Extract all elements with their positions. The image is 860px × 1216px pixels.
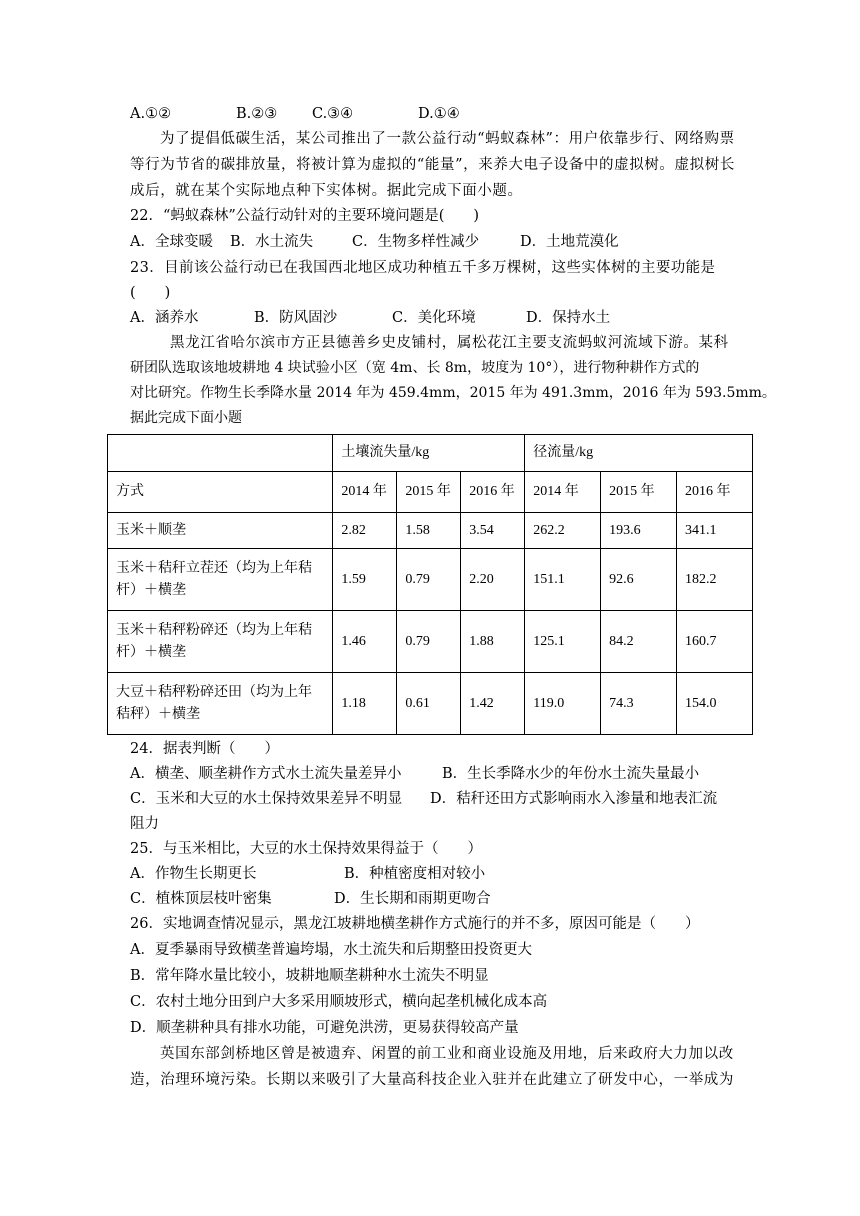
value-cell: 125.1 <box>525 611 601 673</box>
value-cell: 1.59 <box>333 549 397 611</box>
value-cell: 193.6 <box>601 513 677 549</box>
soil-loss-header: 土壤流失量/kg <box>333 435 525 472</box>
passage2-line: 对比研究。作物生长季降水量 2014 年为 459.4mm，2015 年为 491.3mm，2016 年为 593.5mm。 <box>130 385 776 401</box>
q22-option-c: C．生物多样性减少 <box>352 234 480 250</box>
method-text: 大豆＋秸秤粉碎还田（均为上年 <box>116 684 312 700</box>
value-cell: 1.18 <box>333 673 397 735</box>
method-cell <box>108 549 333 611</box>
q21-option-a: A.①② <box>130 106 172 122</box>
value-cell: 84.2 <box>601 611 677 673</box>
method-text: 玉米＋秸秤粉碎还（均为上年秸 <box>116 622 312 638</box>
value-cell: 0.79 <box>397 549 461 611</box>
value-cell: 0.79 <box>397 611 461 673</box>
passage2-line: 据此完成下面小题 <box>130 410 242 426</box>
method-cell <box>108 673 333 735</box>
year-header: 2015 年 <box>397 472 461 513</box>
q22-option-a: A．全球变暖 <box>130 234 213 250</box>
q26-option-a: A．夏季暴雨导致横垄普遍垮塌，水土流失和后期整田投资更大 <box>130 942 532 958</box>
value-cell: 1.46 <box>333 611 397 673</box>
value-cell: 182.2 <box>677 549 753 611</box>
q23-stem: 23．目前该公益行动已在我国西北地区成功种植五千多万棵树，这些实体树的主要功能是 <box>130 260 716 276</box>
passage1-line: 等行为节省的碳排放量，将被计算为虚拟的“能量”，来养大电子设备中的虚拟树。虚拟树长 <box>130 157 735 173</box>
q25-option-b: B．种植密度相对较小 <box>344 866 486 882</box>
value-cell: 1.88 <box>461 611 525 673</box>
table-row <box>108 673 753 735</box>
q25-option-c: C．植株顶层枝叶密集 <box>130 891 272 907</box>
year-header: 2016 年 <box>677 472 753 513</box>
q25-option-a: A．作物生长期更长 <box>130 866 257 882</box>
value-cell: 154.0 <box>677 673 753 735</box>
passage2-line: 黑龙江省哈尔滨市方正县德善乡史皮铺村，属松花江主要支流蚂蚁河流域下游。某科 <box>170 335 729 351</box>
q25-stem: 25．与玉米相比，大豆的水土保持效果得益于（ ） <box>130 841 482 857</box>
value-cell: 74.3 <box>601 673 677 735</box>
q24-option-b: B．生长季降水少的年份水土流失量最小 <box>442 766 700 782</box>
q23-stem-cont: ( ) <box>130 285 171 301</box>
q24-option-d: D．秸秆还田方式影响雨水入渗量和地表汇流 <box>430 791 718 807</box>
q23-option-a: A．涵养水 <box>130 310 199 326</box>
q26-option-c: C．农村土地分田到户大多采用顺坡形式，横向起垄机械化成本高 <box>130 994 548 1010</box>
value-cell: 119.0 <box>525 673 601 735</box>
passage3-line: 英国东部剑桥地区曾是被遗弃、闲置的前工业和商业设施及用地，后来政府大力加以改 <box>160 1046 734 1062</box>
passage1-line: 成后，就在某个实际地点种下实体树。据此完成下面小题。 <box>130 183 523 199</box>
value-cell: 2.82 <box>333 513 397 549</box>
year-header: 2014 年 <box>525 472 601 513</box>
method-text: 秸秤）＋横垄 <box>116 706 200 722</box>
q26-option-d: D．顺垄耕种具有排水功能，可避免洪涝，更易获得较高产量 <box>130 1020 519 1036</box>
runoff-header: 径流量/kg <box>525 435 753 472</box>
value-cell: 341.1 <box>677 513 753 549</box>
method-text: 杆）＋横垄 <box>116 582 186 598</box>
q26-stem: 26．实地调查情况显示，黑龙江坡耕地横垄耕作方式施行的并不多，原因可能是（ ） <box>130 916 700 932</box>
value-cell: 3.54 <box>461 513 525 549</box>
erosion-data-table <box>107 434 753 735</box>
table-row <box>108 513 753 549</box>
method-header: 方式 <box>108 472 333 513</box>
value-cell: 1.42 <box>461 673 525 735</box>
q23-option-d: D．保持水土 <box>526 310 611 326</box>
q26-option-b: B．常年降水量比较小，坡耕地顺垄耕种水土流失不明显 <box>130 968 489 984</box>
year-header: 2016 年 <box>461 472 525 513</box>
q24-option-d-cont: 阻力 <box>130 816 159 832</box>
year-header: 2014 年 <box>333 472 397 513</box>
value-cell: 2.20 <box>461 549 525 611</box>
table-row <box>108 611 753 673</box>
value-cell: 1.58 <box>397 513 461 549</box>
passage3-line: 造，治理环境污染。长期以来吸引了大量高科技企业入驻并在此建立了研发中心，一举成为 <box>130 1072 734 1088</box>
value-cell: 0.61 <box>397 673 461 735</box>
passage2-line: 研团队选取该地坡耕地 4 块试验小区（宽 4m、长 8m，坡度为 10°），进行物种耕作方式的 <box>130 360 700 376</box>
method-text: 杆）＋横垄 <box>116 644 186 660</box>
q25-option-d: D．生长期和雨期更吻合 <box>334 891 491 907</box>
q23-option-b: B．防风固沙 <box>254 310 338 326</box>
method-text: 玉米＋秸秆立茬还（均为上年秸 <box>116 560 312 576</box>
method-text: 玉米＋顺垄 <box>116 522 186 538</box>
year-header: 2015 年 <box>601 472 677 513</box>
value-cell: 92.6 <box>601 549 677 611</box>
value-cell: 151.1 <box>525 549 601 611</box>
table-year-header-row <box>108 472 753 513</box>
table-row <box>108 549 753 611</box>
q23-option-c: C．美化环境 <box>392 310 476 326</box>
table-group-header-row <box>108 435 753 472</box>
method-cell <box>108 513 333 549</box>
q22-option-d: D．土地荒漠化 <box>520 234 619 250</box>
q24-option-c: C．玉米和大豆的水土保持效果差异不明显 <box>130 791 403 807</box>
value-cell: 160.7 <box>677 611 753 673</box>
method-cell <box>108 611 333 673</box>
q22-option-b: B．水土流失 <box>230 234 314 250</box>
passage1-line: 为了提倡低碳生活，某公司推出了一款公益行动“蚂蚁森林”：用户依靠步行、网络购票 <box>160 131 735 147</box>
q21-option-b: B.②③ <box>236 106 278 122</box>
q24-stem: 24．据表判断（ ） <box>130 741 279 757</box>
table-corner-cell <box>108 435 333 472</box>
q22-stem: 22．“蚂蚁森林”公益行动针对的主要环境问题是( ) <box>130 208 480 224</box>
value-cell: 262.2 <box>525 513 601 549</box>
q21-option-c: C.③④ <box>312 106 354 122</box>
q24-option-a: A．横垄、顺垄耕作方式水土流失量差异小 <box>130 766 402 782</box>
q21-option-d: D.①④ <box>418 106 460 122</box>
